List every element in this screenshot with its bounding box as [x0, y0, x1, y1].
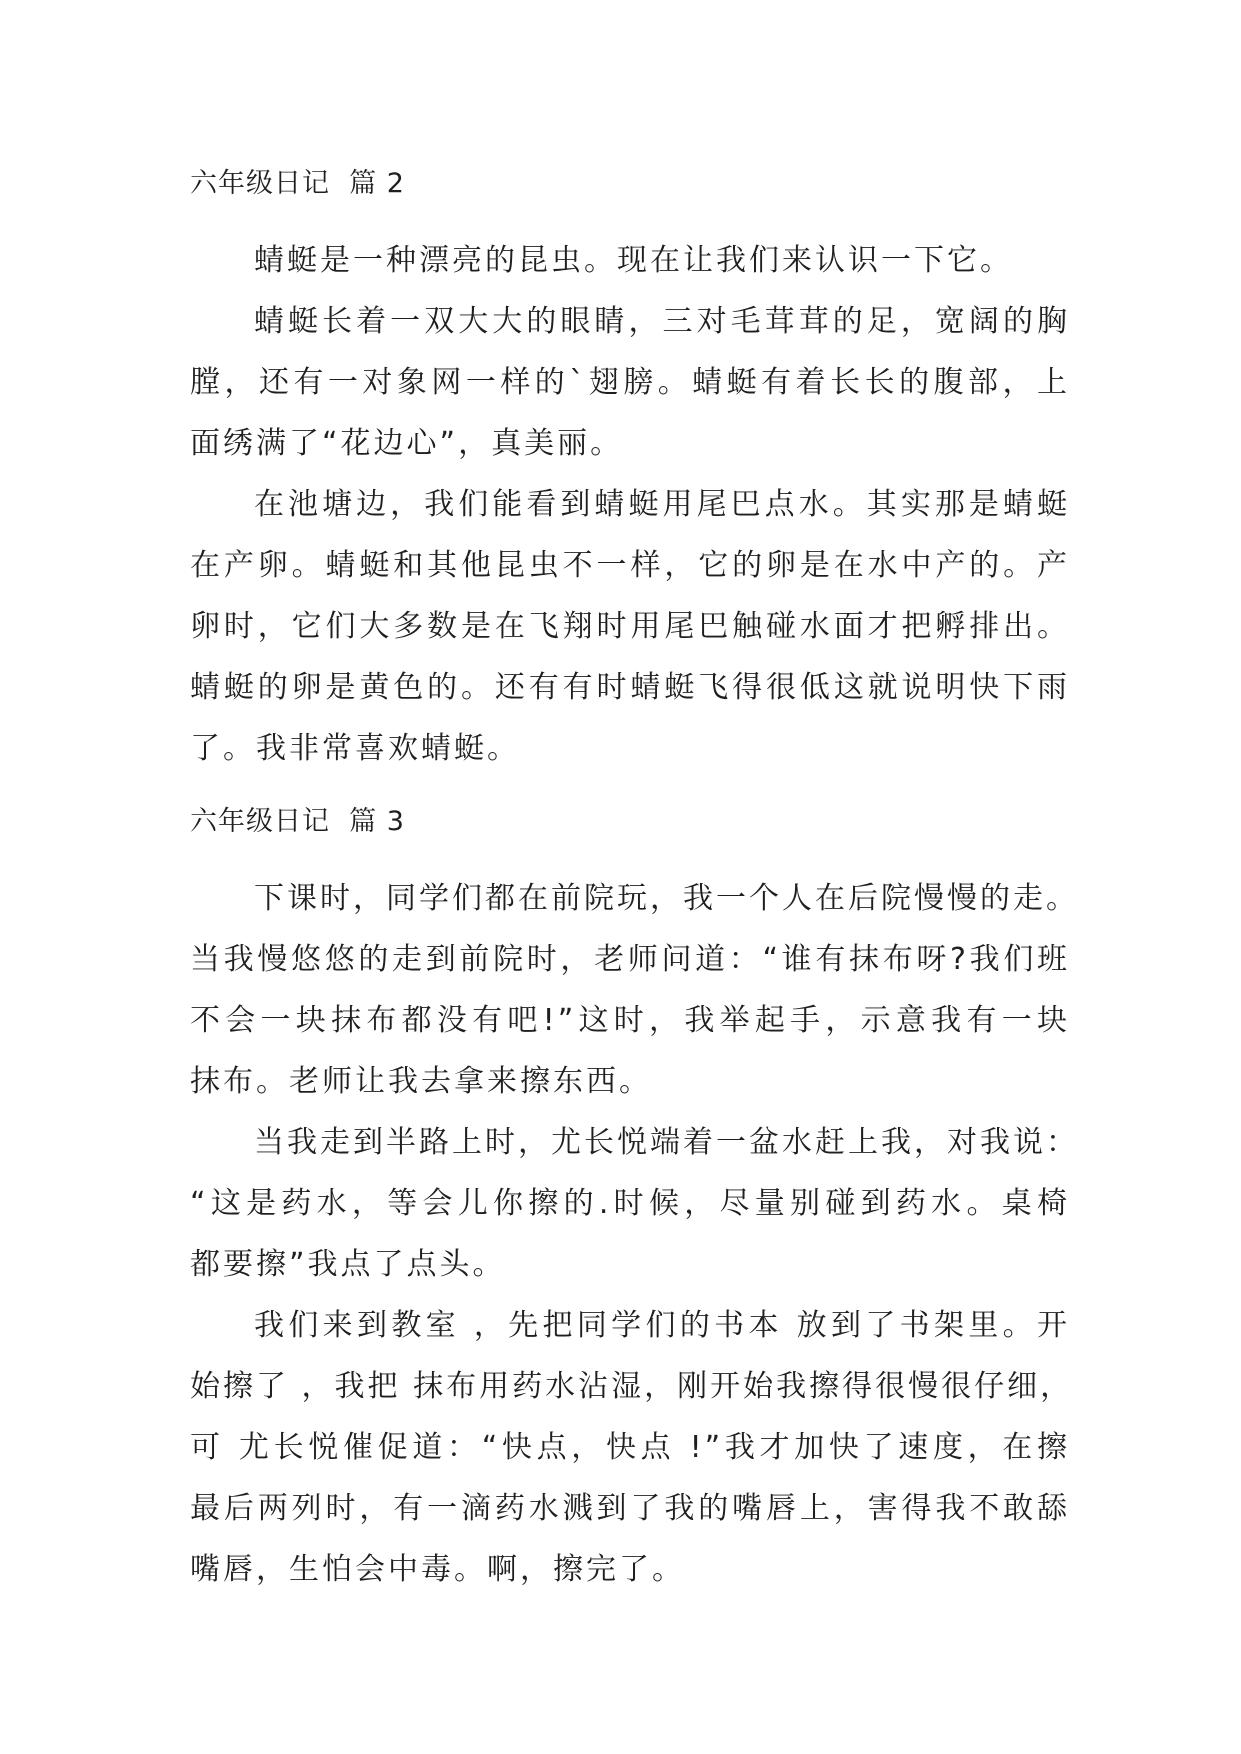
diary-entry-2: [190, 164, 1070, 779]
text-line: 不会一块抹布都没有吧!”这时，我举起手，示意我有一块: [190, 1003, 1070, 1038]
text-line: 我们来到教室 ，先把同学们的书本 放到了书架里。开: [254, 1308, 1070, 1343]
text-line: 可 尤长悦催促道：“快点，快点 !”我才加快了速度，在擦: [190, 1430, 1070, 1465]
text-line: 当我走到半路上时，尤长悦端着一盆水赶上我，对我说：: [254, 1125, 1079, 1160]
text-line: 了。我非常喜欢蜻蜓。: [190, 731, 520, 766]
paragraph: [190, 230, 1070, 291]
paragraph: [190, 291, 1070, 474]
text-line: 嘴唇，生怕会中毒。啊，擦完了。: [190, 1552, 685, 1587]
diary-entry-3: [190, 802, 1079, 1600]
text-line: 卵时，它们大多数是在飞翔时用尾巴触碰水面才把孵排出。: [190, 609, 1070, 644]
text-line: 当我慢悠悠的走到前院时，老师问道：“谁有抹布呀?我们班: [190, 942, 1070, 977]
text-line: 蜻蜓长着一双大大的眼睛，三对毛茸茸的足，宽阔的胸: [254, 304, 1070, 339]
paragraph: [190, 868, 1079, 1112]
text-line: 最后两列时，有一滴药水溅到了我的嘴唇上，害得我不敢舔: [190, 1491, 1070, 1526]
text-line: 在产卵。蜻蜓和其他昆虫不一样，它的卵是在水中产的。产: [190, 548, 1070, 583]
paragraph: [190, 1295, 1074, 1600]
entry-title: 六年级日记 篇 2: [190, 168, 405, 199]
text-line: 下课时，同学们都在前院玩，我一个人在后院慢慢的走。: [254, 881, 1079, 916]
text-line: 膛，还有一对象网一样的`翅膀。蜻蜓有着长长的腹部，上: [190, 365, 1070, 400]
text-line: 在池塘边，我们能看到蜻蜓用尾巴点水。其实那是蜻蜓: [254, 487, 1070, 522]
text-line: 面绣满了“花边心”，真美丽。: [190, 426, 624, 461]
text-line: 都要擦”我点了点头。: [190, 1247, 506, 1282]
text-line: 蜻蜓是一种漂亮的昆虫。现在让我们来认识一下它。: [254, 243, 1013, 278]
paragraph: [190, 474, 1070, 779]
text-line: 始擦了 ，我把 抹布用药水沾湿，刚开始我擦得很慢很仔细，: [190, 1369, 1074, 1404]
paragraph: [190, 1112, 1079, 1295]
text-line: “这是药水，等会儿你擦的.时候，尽量别碰到药水。桌椅: [190, 1186, 1070, 1221]
entry-title: 六年级日记 篇 3: [190, 806, 405, 837]
text-line: 抹布。老师让我去拿来擦东西。: [190, 1064, 652, 1099]
text-line: 蜻蜓的卵是黄色的。还有有时蜻蜓飞得很低这就说明快下雨: [190, 670, 1070, 705]
